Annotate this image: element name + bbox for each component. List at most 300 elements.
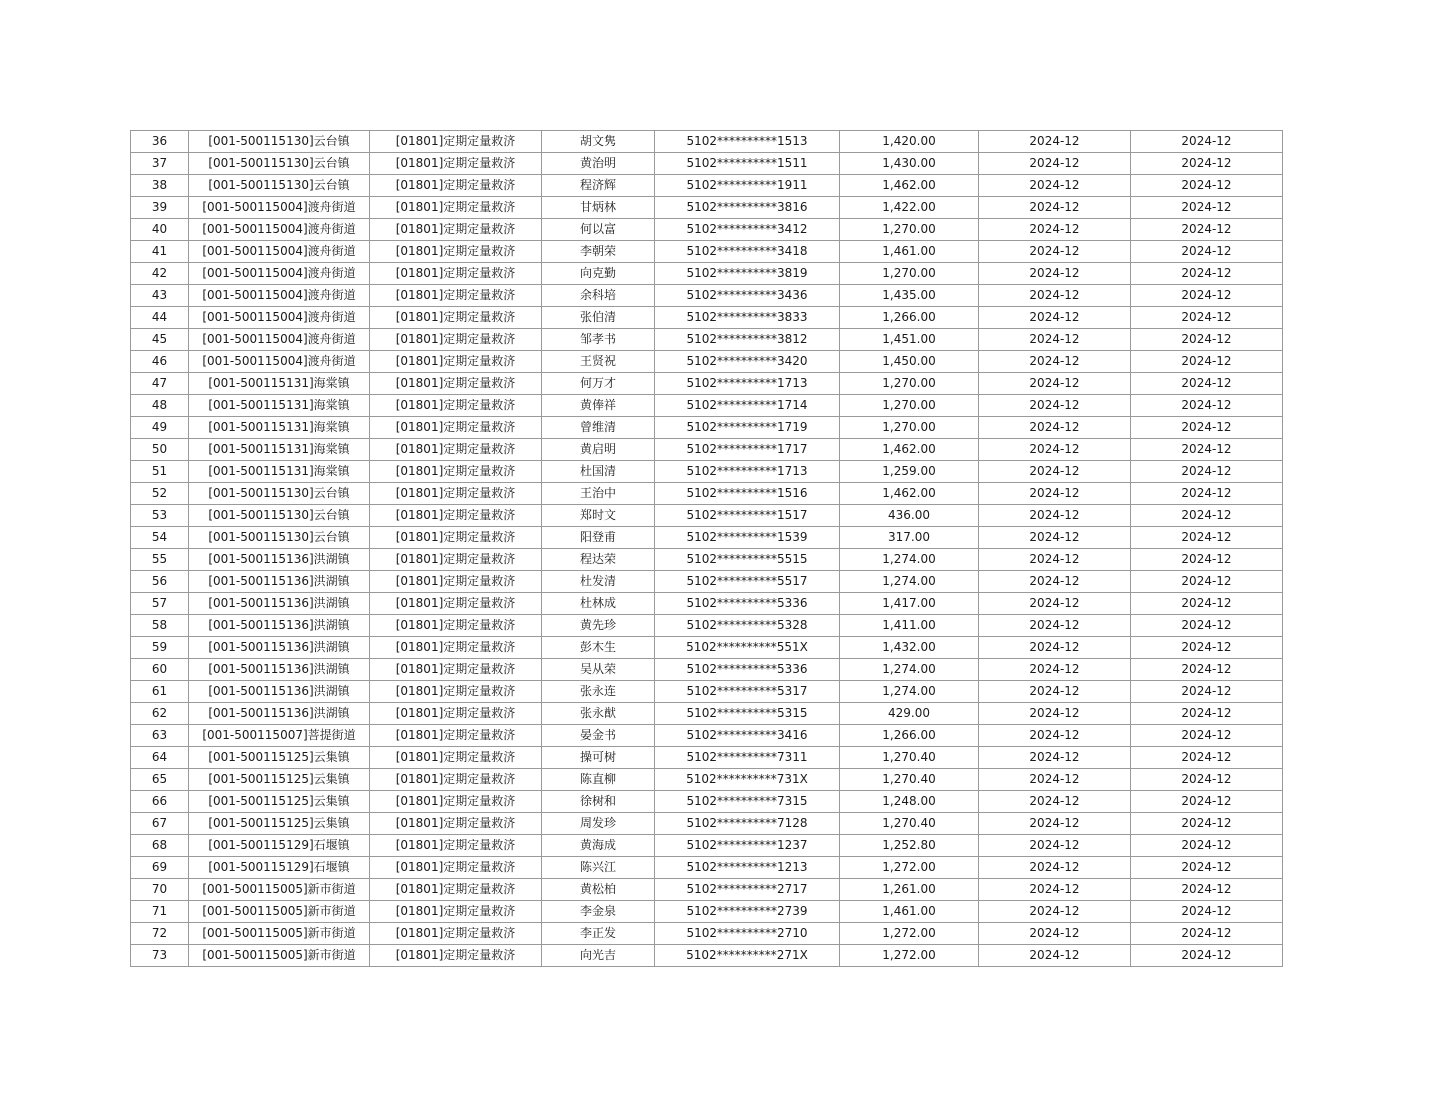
- table-row: [131, 263, 1283, 285]
- table-row: [131, 527, 1283, 549]
- amount-cell: 1,270.00: [840, 219, 979, 241]
- id-number-cell: 5102**********3833: [655, 307, 840, 329]
- recipient-name-cell: 余科培: [542, 285, 655, 307]
- start-period-cell: 2024-12: [979, 857, 1131, 879]
- start-period-cell: 2024-12: [979, 791, 1131, 813]
- start-period-cell: 2024-12: [979, 329, 1131, 351]
- recipient-name-cell: 黄先珍: [542, 615, 655, 637]
- start-period-cell: 2024-12: [979, 483, 1131, 505]
- row-number-cell: 72: [131, 923, 189, 945]
- end-period-cell: 2024-12: [1131, 769, 1283, 791]
- recipient-name-cell: 陈直柳: [542, 769, 655, 791]
- region-cell: [001-500115129]石堰镇: [189, 857, 370, 879]
- end-period-cell: 2024-12: [1131, 439, 1283, 461]
- table-row: [131, 593, 1283, 615]
- table-row: [131, 219, 1283, 241]
- amount-cell: 1,430.00: [840, 153, 979, 175]
- table-row: [131, 461, 1283, 483]
- row-number-cell: 45: [131, 329, 189, 351]
- start-period-cell: 2024-12: [979, 285, 1131, 307]
- row-number-cell: 49: [131, 417, 189, 439]
- id-number-cell: 5102**********3436: [655, 285, 840, 307]
- region-cell: [001-500115130]云台镇: [189, 527, 370, 549]
- id-number-cell: 5102**********7315: [655, 791, 840, 813]
- relief-type-cell: [01801]定期定量救济: [370, 725, 542, 747]
- amount-cell: 1,274.00: [840, 549, 979, 571]
- start-period-cell: 2024-12: [979, 571, 1131, 593]
- relief-type-cell: [01801]定期定量救济: [370, 219, 542, 241]
- row-number-cell: 48: [131, 395, 189, 417]
- region-cell: [001-500115125]云集镇: [189, 813, 370, 835]
- end-period-cell: 2024-12: [1131, 417, 1283, 439]
- relief-type-cell: [01801]定期定量救济: [370, 549, 542, 571]
- relief-type-cell: [01801]定期定量救济: [370, 791, 542, 813]
- end-period-cell: 2024-12: [1131, 813, 1283, 835]
- table-row: [131, 747, 1283, 769]
- amount-cell: 1,252.80: [840, 835, 979, 857]
- id-number-cell: 5102**********1237: [655, 835, 840, 857]
- end-period-cell: 2024-12: [1131, 461, 1283, 483]
- table-row: [131, 307, 1283, 329]
- recipient-name-cell: 李金泉: [542, 901, 655, 923]
- amount-cell: 1,411.00: [840, 615, 979, 637]
- recipient-name-cell: 何万才: [542, 373, 655, 395]
- end-period-cell: 2024-12: [1131, 175, 1283, 197]
- recipient-name-cell: 李正发: [542, 923, 655, 945]
- end-period-cell: 2024-12: [1131, 725, 1283, 747]
- id-number-cell: 5102**********1213: [655, 857, 840, 879]
- amount-cell: 1,270.40: [840, 769, 979, 791]
- relief-type-cell: [01801]定期定量救济: [370, 769, 542, 791]
- table-row: [131, 175, 1283, 197]
- relief-type-cell: [01801]定期定量救济: [370, 901, 542, 923]
- region-cell: [001-500115004]渡舟街道: [189, 329, 370, 351]
- start-period-cell: 2024-12: [979, 945, 1131, 967]
- start-period-cell: 2024-12: [979, 659, 1131, 681]
- table-row: [131, 725, 1283, 747]
- start-period-cell: 2024-12: [979, 439, 1131, 461]
- row-number-cell: 69: [131, 857, 189, 879]
- start-period-cell: 2024-12: [979, 901, 1131, 923]
- start-period-cell: 2024-12: [979, 835, 1131, 857]
- row-number-cell: 62: [131, 703, 189, 725]
- relief-type-cell: [01801]定期定量救济: [370, 329, 542, 351]
- id-number-cell: 5102**********3816: [655, 197, 840, 219]
- amount-cell: 1,270.00: [840, 373, 979, 395]
- end-period-cell: 2024-12: [1131, 615, 1283, 637]
- row-number-cell: 66: [131, 791, 189, 813]
- region-cell: [001-500115004]渡舟街道: [189, 219, 370, 241]
- recipient-name-cell: 甘炳林: [542, 197, 655, 219]
- table-row: [131, 923, 1283, 945]
- region-cell: [001-500115004]渡舟街道: [189, 263, 370, 285]
- end-period-cell: 2024-12: [1131, 549, 1283, 571]
- recipient-name-cell: 何以富: [542, 219, 655, 241]
- recipient-name-cell: 黄松柏: [542, 879, 655, 901]
- table-row: [131, 373, 1283, 395]
- row-number-cell: 59: [131, 637, 189, 659]
- relief-type-cell: [01801]定期定量救济: [370, 351, 542, 373]
- relief-type-cell: [01801]定期定量救济: [370, 483, 542, 505]
- start-period-cell: 2024-12: [979, 549, 1131, 571]
- relief-type-cell: [01801]定期定量救济: [370, 945, 542, 967]
- id-number-cell: 5102**********551X: [655, 637, 840, 659]
- row-number-cell: 56: [131, 571, 189, 593]
- region-cell: [001-500115131]海棠镇: [189, 461, 370, 483]
- amount-cell: 1,272.00: [840, 945, 979, 967]
- recipient-name-cell: 程达荣: [542, 549, 655, 571]
- start-period-cell: 2024-12: [979, 175, 1131, 197]
- table-row: [131, 901, 1283, 923]
- region-cell: [001-500115136]洪湖镇: [189, 659, 370, 681]
- recipient-name-cell: 杜发清: [542, 571, 655, 593]
- id-number-cell: 5102**********1911: [655, 175, 840, 197]
- relief-type-cell: [01801]定期定量救济: [370, 285, 542, 307]
- region-cell: [001-500115125]云集镇: [189, 791, 370, 813]
- row-number-cell: 46: [131, 351, 189, 373]
- amount-cell: 1,266.00: [840, 307, 979, 329]
- table-row: [131, 835, 1283, 857]
- region-cell: [001-500115131]海棠镇: [189, 439, 370, 461]
- region-cell: [001-500115136]洪湖镇: [189, 571, 370, 593]
- start-period-cell: 2024-12: [979, 747, 1131, 769]
- table-row: [131, 285, 1283, 307]
- region-cell: [001-500115130]云台镇: [189, 483, 370, 505]
- row-number-cell: 64: [131, 747, 189, 769]
- amount-cell: 1,261.00: [840, 879, 979, 901]
- recipient-name-cell: 王治中: [542, 483, 655, 505]
- end-period-cell: 2024-12: [1131, 571, 1283, 593]
- relief-type-cell: [01801]定期定量救济: [370, 461, 542, 483]
- row-number-cell: 40: [131, 219, 189, 241]
- amount-cell: 1,422.00: [840, 197, 979, 219]
- start-period-cell: 2024-12: [979, 263, 1131, 285]
- id-number-cell: 5102**********5515: [655, 549, 840, 571]
- relief-ledger-table: [130, 130, 1283, 967]
- region-cell: [001-500115131]海棠镇: [189, 395, 370, 417]
- relief-type-cell: [01801]定期定量救济: [370, 571, 542, 593]
- amount-cell: 1,462.00: [840, 483, 979, 505]
- start-period-cell: 2024-12: [979, 351, 1131, 373]
- row-number-cell: 43: [131, 285, 189, 307]
- end-period-cell: 2024-12: [1131, 527, 1283, 549]
- region-cell: [001-500115130]云台镇: [189, 505, 370, 527]
- relief-type-cell: [01801]定期定量救济: [370, 153, 542, 175]
- start-period-cell: 2024-12: [979, 197, 1131, 219]
- amount-cell: 1,435.00: [840, 285, 979, 307]
- relief-type-cell: [01801]定期定量救济: [370, 197, 542, 219]
- id-number-cell: 5102**********3812: [655, 329, 840, 351]
- amount-cell: 1,462.00: [840, 439, 979, 461]
- row-number-cell: 67: [131, 813, 189, 835]
- amount-cell: 1,270.00: [840, 263, 979, 285]
- row-number-cell: 47: [131, 373, 189, 395]
- region-cell: [001-500115131]海棠镇: [189, 417, 370, 439]
- id-number-cell: 5102**********271X: [655, 945, 840, 967]
- row-number-cell: 53: [131, 505, 189, 527]
- end-period-cell: 2024-12: [1131, 197, 1283, 219]
- relief-type-cell: [01801]定期定量救济: [370, 593, 542, 615]
- relief-type-cell: [01801]定期定量救济: [370, 131, 542, 153]
- recipient-name-cell: 杜林成: [542, 593, 655, 615]
- recipient-name-cell: 张伯清: [542, 307, 655, 329]
- table-row: [131, 417, 1283, 439]
- region-cell: [001-500115004]渡舟街道: [189, 307, 370, 329]
- start-period-cell: 2024-12: [979, 813, 1131, 835]
- table-row: [131, 197, 1283, 219]
- id-number-cell: 5102**********5328: [655, 615, 840, 637]
- start-period-cell: 2024-12: [979, 769, 1131, 791]
- end-period-cell: 2024-12: [1131, 263, 1283, 285]
- region-cell: [001-500115136]洪湖镇: [189, 703, 370, 725]
- row-number-cell: 73: [131, 945, 189, 967]
- region-cell: [001-500115136]洪湖镇: [189, 615, 370, 637]
- amount-cell: 1,270.00: [840, 395, 979, 417]
- amount-cell: 1,420.00: [840, 131, 979, 153]
- table-row: [131, 791, 1283, 813]
- table-row: [131, 549, 1283, 571]
- end-period-cell: 2024-12: [1131, 329, 1283, 351]
- row-number-cell: 58: [131, 615, 189, 637]
- region-cell: [001-500115136]洪湖镇: [189, 637, 370, 659]
- end-period-cell: 2024-12: [1131, 857, 1283, 879]
- row-number-cell: 57: [131, 593, 189, 615]
- recipient-name-cell: 彭木生: [542, 637, 655, 659]
- start-period-cell: 2024-12: [979, 725, 1131, 747]
- id-number-cell: 5102**********3420: [655, 351, 840, 373]
- recipient-name-cell: 张永猷: [542, 703, 655, 725]
- relief-type-cell: [01801]定期定量救济: [370, 175, 542, 197]
- table-row: [131, 395, 1283, 417]
- id-number-cell: 5102**********731X: [655, 769, 840, 791]
- row-number-cell: 37: [131, 153, 189, 175]
- table-row: [131, 659, 1283, 681]
- recipient-name-cell: 李朝荣: [542, 241, 655, 263]
- recipient-name-cell: 胡文隽: [542, 131, 655, 153]
- amount-cell: 1,266.00: [840, 725, 979, 747]
- row-number-cell: 50: [131, 439, 189, 461]
- start-period-cell: 2024-12: [979, 593, 1131, 615]
- region-cell: [001-500115136]洪湖镇: [189, 593, 370, 615]
- end-period-cell: 2024-12: [1131, 791, 1283, 813]
- relief-type-cell: [01801]定期定量救济: [370, 747, 542, 769]
- table-row: [131, 769, 1283, 791]
- amount-cell: 1,274.00: [840, 681, 979, 703]
- id-number-cell: 5102**********3412: [655, 219, 840, 241]
- region-cell: [001-500115130]云台镇: [189, 175, 370, 197]
- id-number-cell: 5102**********1714: [655, 395, 840, 417]
- region-cell: [001-500115136]洪湖镇: [189, 681, 370, 703]
- amount-cell: 1,461.00: [840, 241, 979, 263]
- region-cell: [001-500115004]渡舟街道: [189, 241, 370, 263]
- end-period-cell: 2024-12: [1131, 835, 1283, 857]
- amount-cell: 436.00: [840, 505, 979, 527]
- region-cell: [001-500115131]海棠镇: [189, 373, 370, 395]
- start-period-cell: 2024-12: [979, 681, 1131, 703]
- end-period-cell: 2024-12: [1131, 923, 1283, 945]
- relief-type-cell: [01801]定期定量救济: [370, 813, 542, 835]
- recipient-name-cell: 黄俸祥: [542, 395, 655, 417]
- table-row: [131, 351, 1283, 373]
- start-period-cell: 2024-12: [979, 637, 1131, 659]
- start-period-cell: 2024-12: [979, 527, 1131, 549]
- row-number-cell: 52: [131, 483, 189, 505]
- amount-cell: 1,274.00: [840, 571, 979, 593]
- amount-cell: 1,450.00: [840, 351, 979, 373]
- relief-type-cell: [01801]定期定量救济: [370, 681, 542, 703]
- recipient-name-cell: 向克勤: [542, 263, 655, 285]
- row-number-cell: 36: [131, 131, 189, 153]
- recipient-name-cell: 张永连: [542, 681, 655, 703]
- end-period-cell: 2024-12: [1131, 703, 1283, 725]
- start-period-cell: 2024-12: [979, 703, 1131, 725]
- id-number-cell: 5102**********3819: [655, 263, 840, 285]
- row-number-cell: 39: [131, 197, 189, 219]
- table-row: [131, 615, 1283, 637]
- id-number-cell: 5102**********1516: [655, 483, 840, 505]
- table-row: [131, 571, 1283, 593]
- amount-cell: 1,248.00: [840, 791, 979, 813]
- table-row: [131, 681, 1283, 703]
- region-cell: [001-500115004]渡舟街道: [189, 285, 370, 307]
- amount-cell: 1,270.40: [840, 747, 979, 769]
- start-period-cell: 2024-12: [979, 505, 1131, 527]
- relief-type-cell: [01801]定期定量救济: [370, 659, 542, 681]
- region-cell: [001-500115007]菩提街道: [189, 725, 370, 747]
- end-period-cell: 2024-12: [1131, 879, 1283, 901]
- row-number-cell: 61: [131, 681, 189, 703]
- amount-cell: 1,432.00: [840, 637, 979, 659]
- amount-cell: 1,272.00: [840, 923, 979, 945]
- recipient-name-cell: 徐树和: [542, 791, 655, 813]
- id-number-cell: 5102**********1717: [655, 439, 840, 461]
- relief-type-cell: [01801]定期定量救济: [370, 373, 542, 395]
- row-number-cell: 70: [131, 879, 189, 901]
- ledger-body: [131, 131, 1283, 967]
- region-cell: [001-500115004]渡舟街道: [189, 351, 370, 373]
- id-number-cell: 5102**********1513: [655, 131, 840, 153]
- relief-type-cell: [01801]定期定量救济: [370, 307, 542, 329]
- id-number-cell: 5102**********1511: [655, 153, 840, 175]
- recipient-name-cell: 黄海成: [542, 835, 655, 857]
- end-period-cell: 2024-12: [1131, 593, 1283, 615]
- region-cell: [001-500115136]洪湖镇: [189, 549, 370, 571]
- amount-cell: 1,462.00: [840, 175, 979, 197]
- relief-type-cell: [01801]定期定量救济: [370, 879, 542, 901]
- table-row: [131, 945, 1283, 967]
- end-period-cell: 2024-12: [1131, 373, 1283, 395]
- table-row: [131, 153, 1283, 175]
- id-number-cell: 5102**********1713: [655, 461, 840, 483]
- start-period-cell: 2024-12: [979, 615, 1131, 637]
- start-period-cell: 2024-12: [979, 923, 1131, 945]
- start-period-cell: 2024-12: [979, 395, 1131, 417]
- start-period-cell: 2024-12: [979, 153, 1131, 175]
- recipient-name-cell: 曾维清: [542, 417, 655, 439]
- recipient-name-cell: 杜国清: [542, 461, 655, 483]
- end-period-cell: 2024-12: [1131, 395, 1283, 417]
- recipient-name-cell: 晏金书: [542, 725, 655, 747]
- row-number-cell: 44: [131, 307, 189, 329]
- table-row: [131, 131, 1283, 153]
- end-period-cell: 2024-12: [1131, 945, 1283, 967]
- row-number-cell: 71: [131, 901, 189, 923]
- region-cell: [001-500115005]新市街道: [189, 879, 370, 901]
- region-cell: [001-500115004]渡舟街道: [189, 197, 370, 219]
- id-number-cell: 5102**********1719: [655, 417, 840, 439]
- start-period-cell: 2024-12: [979, 219, 1131, 241]
- table-row: [131, 329, 1283, 351]
- region-cell: [001-500115130]云台镇: [189, 153, 370, 175]
- amount-cell: 1,451.00: [840, 329, 979, 351]
- start-period-cell: 2024-12: [979, 131, 1131, 153]
- relief-type-cell: [01801]定期定量救济: [370, 857, 542, 879]
- amount-cell: 1,274.00: [840, 659, 979, 681]
- relief-type-cell: [01801]定期定量救济: [370, 263, 542, 285]
- amount-cell: 1,259.00: [840, 461, 979, 483]
- amount-cell: 1,270.00: [840, 417, 979, 439]
- table-row: [131, 703, 1283, 725]
- end-period-cell: 2024-12: [1131, 307, 1283, 329]
- amount-cell: 1,270.40: [840, 813, 979, 835]
- end-period-cell: 2024-12: [1131, 131, 1283, 153]
- start-period-cell: 2024-12: [979, 307, 1131, 329]
- end-period-cell: 2024-12: [1131, 241, 1283, 263]
- recipient-name-cell: 王贤祝: [542, 351, 655, 373]
- relief-type-cell: [01801]定期定量救济: [370, 395, 542, 417]
- id-number-cell: 5102**********5336: [655, 659, 840, 681]
- recipient-name-cell: 周发珍: [542, 813, 655, 835]
- amount-cell: 1,272.00: [840, 857, 979, 879]
- table-row: [131, 857, 1283, 879]
- id-number-cell: 5102**********2739: [655, 901, 840, 923]
- region-cell: [001-500115130]云台镇: [189, 131, 370, 153]
- recipient-name-cell: 吴从荣: [542, 659, 655, 681]
- id-number-cell: 5102**********5336: [655, 593, 840, 615]
- table-row: [131, 483, 1283, 505]
- amount-cell: 317.00: [840, 527, 979, 549]
- region-cell: [001-500115125]云集镇: [189, 747, 370, 769]
- recipient-name-cell: 邹孝书: [542, 329, 655, 351]
- region-cell: [001-500115005]新市街道: [189, 923, 370, 945]
- relief-type-cell: [01801]定期定量救济: [370, 637, 542, 659]
- end-period-cell: 2024-12: [1131, 351, 1283, 373]
- relief-type-cell: [01801]定期定量救济: [370, 527, 542, 549]
- amount-cell: 1,461.00: [840, 901, 979, 923]
- recipient-name-cell: 郑时文: [542, 505, 655, 527]
- recipient-name-cell: 黄治明: [542, 153, 655, 175]
- relief-type-cell: [01801]定期定量救济: [370, 703, 542, 725]
- end-period-cell: 2024-12: [1131, 153, 1283, 175]
- id-number-cell: 5102**********1713: [655, 373, 840, 395]
- relief-type-cell: [01801]定期定量救济: [370, 439, 542, 461]
- row-number-cell: 65: [131, 769, 189, 791]
- end-period-cell: 2024-12: [1131, 483, 1283, 505]
- id-number-cell: 5102**********5317: [655, 681, 840, 703]
- row-number-cell: 51: [131, 461, 189, 483]
- row-number-cell: 55: [131, 549, 189, 571]
- amount-cell: 429.00: [840, 703, 979, 725]
- end-period-cell: 2024-12: [1131, 747, 1283, 769]
- table-row: [131, 439, 1283, 461]
- id-number-cell: 5102**********2717: [655, 879, 840, 901]
- id-number-cell: 5102**********5315: [655, 703, 840, 725]
- row-number-cell: 41: [131, 241, 189, 263]
- row-number-cell: 42: [131, 263, 189, 285]
- table-row: [131, 241, 1283, 263]
- recipient-name-cell: 程济辉: [542, 175, 655, 197]
- end-period-cell: 2024-12: [1131, 219, 1283, 241]
